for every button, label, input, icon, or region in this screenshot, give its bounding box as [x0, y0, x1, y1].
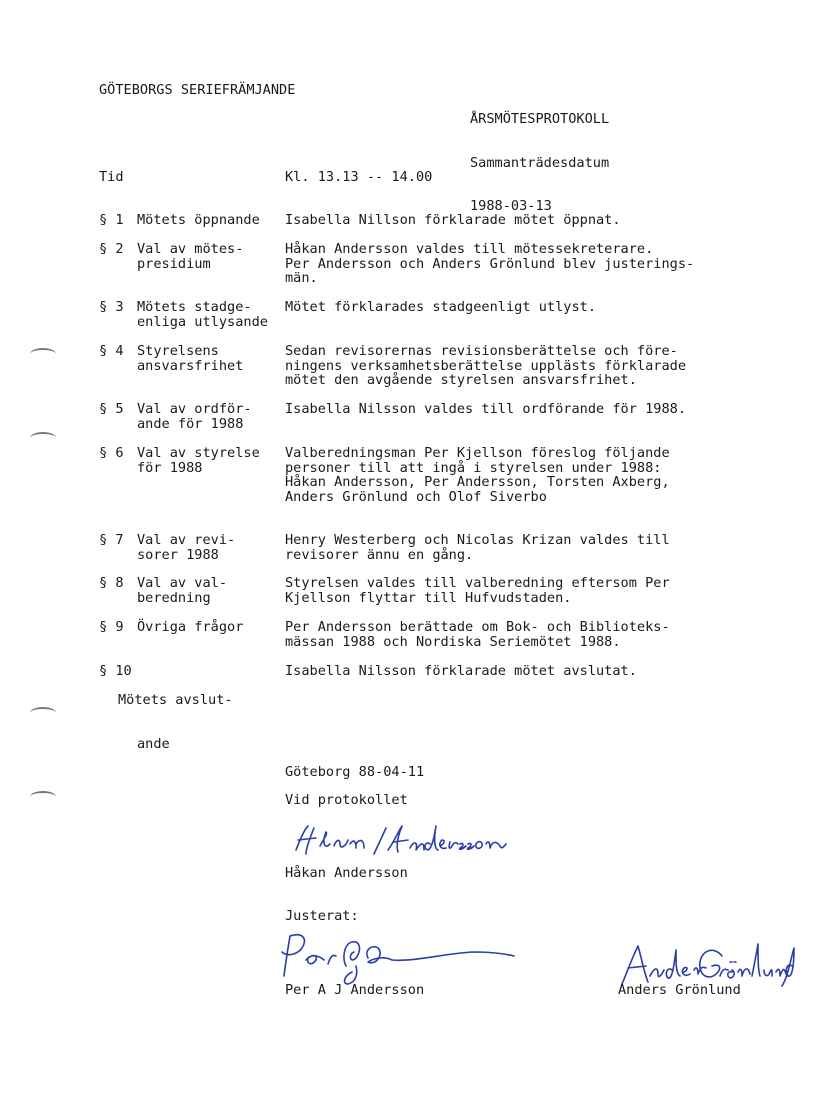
item-heading	[137, 620, 243, 635]
secretary-name: Håkan Andersson	[285, 865, 408, 881]
document-type: ÅRSMÖTESPROTOKOLL	[470, 111, 610, 128]
time-label: Tid	[99, 169, 124, 185]
item-text-line: Anders Grönlund och Olof Siverbo	[285, 488, 547, 505]
item-heading-line: beredning	[137, 589, 211, 606]
item-heading-line: Val av ordför-	[137, 401, 252, 417]
adjuster1-signature	[272, 930, 522, 990]
item-heading-line: för 1988	[137, 459, 203, 476]
item-number: § 8	[99, 575, 124, 591]
item-text-line: Håkan Andersson valdes till mötessekreterare.	[285, 241, 654, 257]
binder-hole-mark	[30, 707, 56, 719]
item-text-line: Isabella Nilsson valdes till ordförande för 1988.	[285, 401, 687, 417]
item-heading	[137, 344, 243, 373]
item-text	[285, 242, 694, 286]
secretary-signature	[290, 822, 530, 862]
item-heading-line: ande för 1988	[137, 415, 244, 432]
item-text-line: Kjellson flyttar till Hufvudstaden.	[285, 589, 572, 606]
item-heading-line: ande	[137, 735, 170, 752]
item-text-line: Styrelsen valdes till valberedning eftersom Per	[285, 575, 670, 591]
item-text	[285, 344, 686, 388]
item-heading-line: Mötets avslut-	[118, 692, 233, 709]
item-heading-line: ansvarsfrihet	[137, 357, 244, 374]
item-heading-line: sorer 1988	[137, 546, 219, 563]
item-text-line: Valberedningsman Per Kjellson föreslog följande	[285, 445, 670, 461]
adjusted-label: Justerat:	[285, 908, 359, 924]
item-heading-line: Mötets stadge-	[137, 299, 252, 315]
item-text-line: mötet den avgående styrelsen ansvarsfrihet.	[285, 372, 637, 389]
document-header	[470, 83, 609, 228]
item-heading-line: Val av mötes-	[137, 241, 244, 257]
item-text-line: Isabella Nilsson förklarade mötet avslutat.	[285, 663, 637, 679]
organization-name: GÖTEBORGS SERIEFRÄMJANDE	[99, 82, 296, 98]
place-date: Göteborg 88-04-11	[285, 764, 425, 780]
binder-hole-mark	[30, 791, 56, 803]
item-heading	[137, 402, 252, 431]
item-number: § 3	[99, 299, 124, 315]
time-value: Kl. 13.13 -- 14.00	[285, 169, 433, 185]
item-text-line: personer till att ingå i styrelsen under 1988:	[285, 459, 662, 476]
item-text	[285, 300, 596, 315]
item-heading-line: Val av val-	[137, 575, 228, 591]
item-heading	[137, 576, 227, 605]
item-number: § 10	[99, 663, 132, 679]
item-heading	[137, 300, 268, 329]
item-number: § 4	[99, 343, 124, 359]
item-text	[285, 533, 670, 562]
item-number: § 6	[99, 445, 124, 461]
item-text	[285, 446, 670, 504]
item-heading-line: enliga utlysande	[137, 313, 268, 330]
item-number: § 5	[99, 401, 124, 417]
item-number: § 2	[99, 241, 124, 257]
item-heading-line: presidium	[137, 255, 211, 272]
adjuster1-name: Per A J Andersson	[285, 982, 425, 998]
item-text	[285, 620, 670, 649]
item-number: § 9	[99, 619, 124, 635]
item-heading-line: Val av revi-	[137, 532, 236, 548]
item-text-line: revisorer ännu en gång.	[285, 546, 474, 563]
item-number: § 1	[99, 212, 124, 228]
item-heading	[137, 446, 260, 475]
item-text-line: ningens verksamhetsberättelse upplästs förklarade	[285, 357, 687, 374]
binder-hole-mark	[30, 348, 56, 360]
item-heading	[137, 213, 260, 228]
item-heading-line: Val av styrelse	[137, 445, 260, 461]
item-heading	[137, 242, 243, 271]
item-text	[285, 213, 621, 228]
item-heading	[137, 533, 235, 562]
item-heading-line: Styrelsens	[137, 343, 219, 359]
item-text-line: Henry Westerberg och Nicolas Krizan valdes till	[285, 532, 670, 548]
item-text-line: Mötet förklarades stadgeenligt utlyst.	[285, 299, 596, 315]
meeting-date-label: Sammanträdesdatum	[470, 154, 610, 171]
item-text-line: mässan 1988 och Nordiska Seriemötet 1988.	[285, 633, 621, 650]
item-text	[285, 576, 670, 605]
minutes-label: Vid protokollet	[285, 792, 408, 808]
item-heading-line: Mötets öppnande	[137, 212, 260, 228]
binder-hole-mark	[30, 432, 56, 444]
item-text	[285, 664, 637, 679]
adjuster2-name: Anders Grönlund	[618, 982, 741, 998]
meeting-date: 1988-03-13	[470, 198, 552, 215]
item-heading-line: Övriga frågor	[137, 619, 244, 635]
item-text-line: Sedan revisorernas revisionsberättelse och före-	[285, 343, 678, 359]
item-text-line: Per Andersson berättade om Bok- och Biblioteks-	[285, 619, 670, 635]
item-text-line: Håkan Andersson, Per Andersson, Torsten Axberg,	[285, 474, 670, 491]
item-text-line: Per Andersson och Anders Grönlund blev justerings-	[285, 255, 695, 272]
item-number: § 7	[99, 532, 124, 548]
item-text-line: Isabella Nillson förklarade mötet öppnat.	[285, 212, 621, 228]
item-heading	[118, 664, 233, 766]
item-text	[285, 402, 686, 417]
item-text-line: män.	[285, 270, 318, 287]
